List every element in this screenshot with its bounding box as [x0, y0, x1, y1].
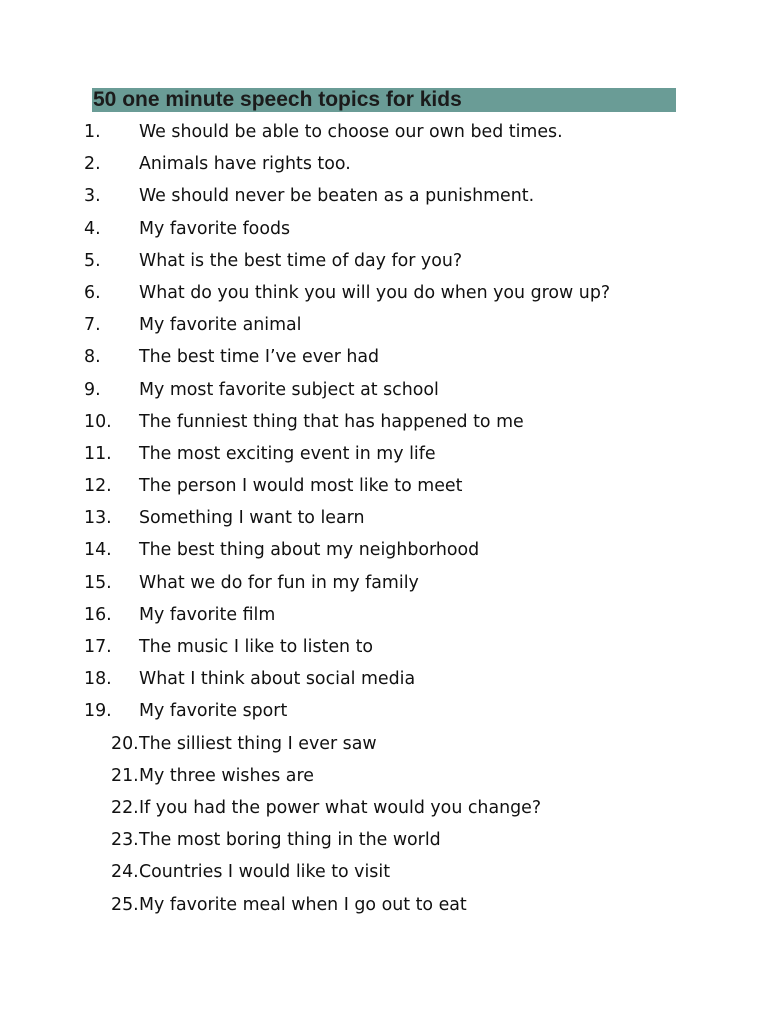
topic-number: 4. — [84, 218, 101, 239]
topic-text: My favorite animal — [139, 315, 302, 336]
topic-item — [84, 631, 704, 663]
topic-item — [84, 534, 704, 566]
topic-number: 25. — [111, 894, 139, 915]
topic-text: My three wishes are — [139, 765, 314, 786]
topic-item — [84, 728, 704, 760]
topic-item — [84, 824, 704, 856]
topic-number: 23. — [111, 830, 139, 851]
topic-text: The funniest thing that has happened to me — [139, 411, 524, 432]
topic-number: 8. — [84, 347, 101, 368]
topic-text: The best time I’ve ever had — [139, 347, 380, 368]
topic-text: The most boring thing in the world — [139, 830, 441, 851]
topic-item — [84, 116, 704, 148]
topic-item — [84, 856, 704, 888]
topic-text: The person I would most like to meet — [139, 476, 463, 497]
topic-number: 24. — [111, 862, 139, 883]
document-title: 50 one minute speech topics for kids — [93, 88, 462, 111]
topic-text: My favorite meal when I go out to eat — [139, 894, 467, 915]
topic-text: Animals have rights too. — [139, 154, 351, 175]
topic-item — [84, 599, 704, 631]
topic-number: 17. — [84, 637, 112, 657]
topic-text: The most exciting event in my life — [139, 443, 436, 464]
topic-item — [84, 438, 704, 470]
topic-text: What is the best time of day for you? — [139, 250, 463, 271]
topic-text: What do you think you will you do when you grow up? — [139, 282, 611, 303]
topic-item — [84, 277, 704, 309]
topic-item — [84, 889, 704, 921]
topic-text: What we do for fun in my family — [139, 572, 419, 593]
topic-number: 15. — [84, 572, 112, 593]
topic-number: 11. — [84, 443, 112, 464]
topic-text: We should never be beaten as a punishment. — [139, 186, 535, 207]
topic-number: 16. — [84, 604, 112, 625]
topic-number: 6. — [84, 282, 101, 303]
topic-text: The best thing about my neighborhood — [139, 540, 480, 561]
topic-text: The silliest thing I ever saw — [139, 733, 377, 754]
topic-item — [84, 792, 704, 824]
topic-number: 7. — [84, 315, 101, 336]
topic-item — [84, 502, 704, 534]
topic-text: Countries I would like to visit — [139, 862, 391, 883]
topic-number: 1. — [84, 122, 101, 142]
topic-item — [84, 760, 704, 792]
topic-item — [84, 567, 704, 599]
topic-number: 10. — [84, 411, 112, 432]
topic-number: 13. — [84, 508, 112, 529]
topic-number: 18. — [84, 669, 112, 690]
topic-number: 19. — [84, 701, 112, 722]
topic-item — [84, 148, 704, 180]
topic-item — [84, 374, 704, 406]
topic-text: My favorite foods — [139, 218, 291, 239]
topic-item — [84, 213, 704, 245]
topic-number: 14. — [84, 540, 112, 561]
title-highlight — [92, 88, 676, 112]
topic-item — [84, 341, 704, 373]
topic-item — [84, 663, 704, 695]
topic-text: My favorite sport — [139, 701, 288, 722]
topic-list — [84, 116, 704, 921]
topic-item — [84, 309, 704, 341]
topic-number: 20. — [111, 733, 139, 754]
topic-text: Something I want to learn — [139, 508, 365, 529]
topic-text: What I think about social media — [139, 669, 416, 690]
topic-text: If you had the power what would you change? — [139, 797, 542, 818]
topic-number: 9. — [84, 379, 101, 400]
topic-item — [84, 470, 704, 502]
topic-number: 3. — [84, 186, 101, 207]
topic-text: My most favorite subject at school — [139, 379, 439, 400]
topic-item — [84, 695, 704, 727]
topic-text: We should be able to choose our own bed times. — [139, 122, 563, 142]
topic-number: 2. — [84, 154, 101, 175]
topic-number: 5. — [84, 250, 101, 271]
topic-item — [84, 245, 704, 277]
topic-number: 22. — [111, 797, 139, 818]
topic-number: 21. — [111, 765, 139, 786]
topic-text: The music I like to listen to — [139, 637, 374, 657]
topic-number: 12. — [84, 476, 112, 497]
topic-text: My favorite film — [139, 604, 276, 625]
topic-item — [84, 406, 704, 438]
topic-item — [84, 180, 704, 212]
